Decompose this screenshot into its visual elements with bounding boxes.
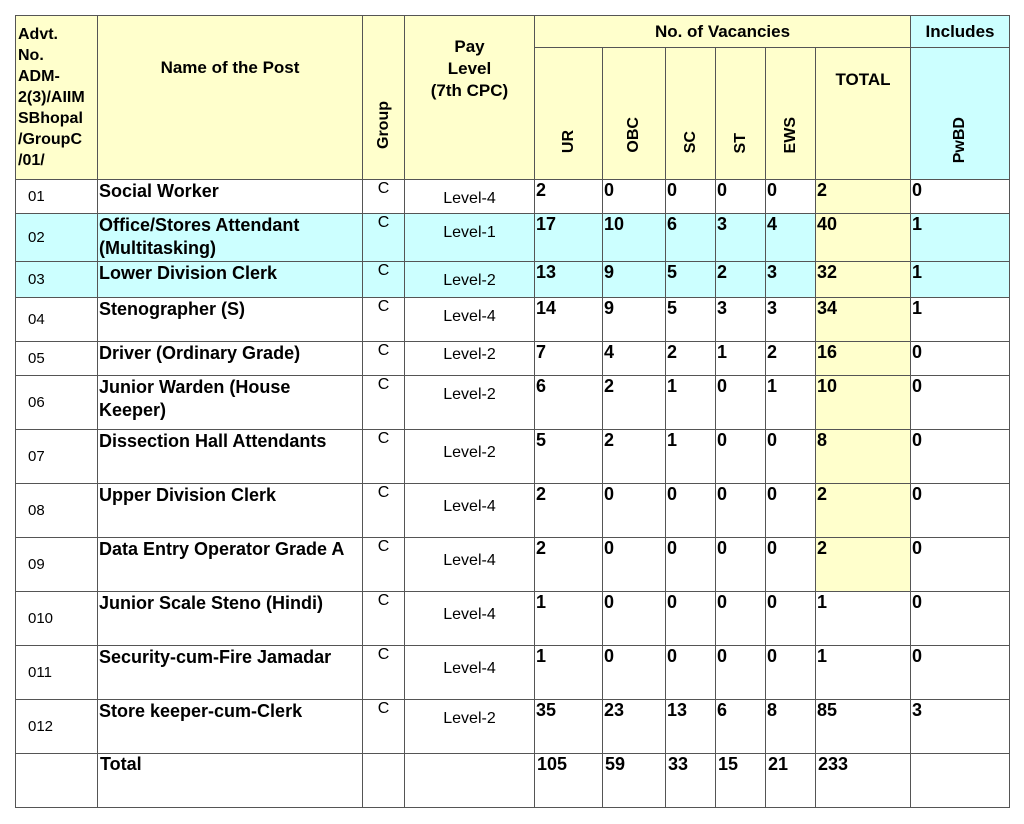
ews-value: 0 — [766, 430, 816, 484]
pwbd-value: 3 — [911, 700, 1010, 754]
st-value: 2 — [716, 262, 766, 298]
obc-value: 0 — [603, 180, 666, 214]
ur-value: 6 — [535, 376, 603, 430]
post-group: C — [363, 376, 405, 430]
sc-value: 1 — [666, 376, 716, 430]
sc-value: 0 — [666, 538, 716, 592]
table-row — [16, 484, 1010, 538]
post-name: Driver (Ordinary Grade) — [98, 342, 363, 376]
pwbd-value: 1 — [911, 298, 1010, 342]
totals-empty-cell — [16, 754, 98, 808]
post-name: Dissection Hall Attendants — [98, 430, 363, 484]
sc-value: 0 — [666, 484, 716, 538]
total-sc: 33 — [666, 754, 716, 808]
post-pay-level: Level-4 — [405, 484, 535, 538]
st-value: 0 — [716, 646, 766, 700]
post-name: Social Worker — [98, 180, 363, 214]
st-value: 0 — [716, 592, 766, 646]
sc-value: 5 — [666, 298, 716, 342]
header-group: Group — [363, 16, 405, 180]
ur-value: 2 — [535, 538, 603, 592]
totals-empty-cell — [405, 754, 535, 808]
st-value: 0 — [716, 538, 766, 592]
table-row — [16, 538, 1010, 592]
obc-value: 0 — [603, 646, 666, 700]
table-row — [16, 214, 1010, 262]
header-pwbd: PwBD — [911, 48, 1010, 180]
ews-value: 2 — [766, 342, 816, 376]
post-pay-level: Level-4 — [405, 298, 535, 342]
post-group: C — [363, 700, 405, 754]
sc-value: 2 — [666, 342, 716, 376]
total-value: 1 — [816, 646, 911, 700]
sc-value: 1 — [666, 430, 716, 484]
pwbd-value: 1 — [911, 214, 1010, 262]
post-name: Data Entry Operator Grade A — [98, 538, 363, 592]
total-obc: 59 — [603, 754, 666, 808]
row-serial: 012 — [16, 700, 98, 754]
post-name: Stenographer (S) — [98, 298, 363, 342]
header-includes: Includes — [911, 16, 1010, 48]
post-group: C — [363, 214, 405, 262]
total-value: 40 — [816, 214, 911, 262]
row-serial: 04 — [16, 298, 98, 342]
total-value: 85 — [816, 700, 911, 754]
obc-value: 10 — [603, 214, 666, 262]
obc-value: 4 — [603, 342, 666, 376]
table-row — [16, 430, 1010, 484]
total-value: 10 — [816, 376, 911, 430]
row-serial: 010 — [16, 592, 98, 646]
post-pay-level: Level-4 — [405, 180, 535, 214]
obc-value: 2 — [603, 376, 666, 430]
ur-value: 1 — [535, 592, 603, 646]
sc-value: 0 — [666, 592, 716, 646]
sc-value: 0 — [666, 646, 716, 700]
table-row — [16, 342, 1010, 376]
row-serial: 06 — [16, 376, 98, 430]
ews-value: 8 — [766, 700, 816, 754]
post-name: Lower Division Clerk — [98, 262, 363, 298]
st-value: 6 — [716, 700, 766, 754]
ews-value: 1 — [766, 376, 816, 430]
sc-value: 0 — [666, 180, 716, 214]
post-group: C — [363, 180, 405, 214]
row-serial: 09 — [16, 538, 98, 592]
total-value: 32 — [816, 262, 911, 298]
post-group: C — [363, 646, 405, 700]
totals-empty-cell — [363, 754, 405, 808]
post-pay-level: Level-4 — [405, 646, 535, 700]
row-serial: 011 — [16, 646, 98, 700]
table-row — [16, 180, 1010, 214]
post-pay-level: Level-2 — [405, 376, 535, 430]
total-ur: 105 — [535, 754, 603, 808]
ews-value: 4 — [766, 214, 816, 262]
table-row — [16, 262, 1010, 298]
table-row — [16, 646, 1010, 700]
header-ur: UR — [535, 48, 603, 180]
pwbd-value: 0 — [911, 342, 1010, 376]
total-value: 8 — [816, 430, 911, 484]
grand-total: 233 — [816, 754, 911, 808]
header-advt-no: Advt. No. ADM- 2(3)/AIIM SBhopal /GroupC /01/ — [16, 16, 98, 180]
st-value: 0 — [716, 484, 766, 538]
st-value: 3 — [716, 214, 766, 262]
row-serial: 01 — [16, 180, 98, 214]
ur-value: 13 — [535, 262, 603, 298]
header-pay-level: Pay Level (7th CPC) — [405, 16, 535, 180]
ur-value: 2 — [535, 484, 603, 538]
obc-value: 0 — [603, 484, 666, 538]
vacancy-table — [15, 15, 1010, 808]
st-value: 3 — [716, 298, 766, 342]
ews-value: 0 — [766, 646, 816, 700]
pwbd-value: 0 — [911, 484, 1010, 538]
st-value: 0 — [716, 430, 766, 484]
header-st: ST — [716, 48, 766, 180]
row-serial: 07 — [16, 430, 98, 484]
pwbd-value: 0 — [911, 646, 1010, 700]
obc-value: 23 — [603, 700, 666, 754]
table-row — [16, 592, 1010, 646]
post-name: Office/Stores Attendant (Multitasking) — [98, 214, 363, 262]
post-pay-level: Level-4 — [405, 592, 535, 646]
ews-value: 3 — [766, 262, 816, 298]
header-ews: EWS — [766, 48, 816, 180]
header-obc: OBC — [603, 48, 666, 180]
row-serial: 03 — [16, 262, 98, 298]
total-value: 2 — [816, 180, 911, 214]
header-total: TOTAL — [816, 48, 911, 180]
ur-value: 1 — [535, 646, 603, 700]
post-name: Upper Division Clerk — [98, 484, 363, 538]
post-name: Security-cum-Fire Jamadar — [98, 646, 363, 700]
obc-value: 2 — [603, 430, 666, 484]
total-value: 2 — [816, 538, 911, 592]
post-group: C — [363, 262, 405, 298]
total-value: 1 — [816, 592, 911, 646]
post-group: C — [363, 430, 405, 484]
obc-value: 9 — [603, 262, 666, 298]
table-row — [16, 700, 1010, 754]
post-pay-level: Level-1 — [405, 214, 535, 262]
st-value: 1 — [716, 342, 766, 376]
pwbd-value: 0 — [911, 180, 1010, 214]
obc-value: 9 — [603, 298, 666, 342]
post-name: Junior Warden (House Keeper) — [98, 376, 363, 430]
ur-value: 14 — [535, 298, 603, 342]
post-pay-level: Level-2 — [405, 342, 535, 376]
ews-value: 0 — [766, 180, 816, 214]
pwbd-value: 0 — [911, 376, 1010, 430]
header-sc: SC — [666, 48, 716, 180]
ur-value: 5 — [535, 430, 603, 484]
st-value: 0 — [716, 180, 766, 214]
post-name: Store keeper-cum-Clerk — [98, 700, 363, 754]
post-group: C — [363, 484, 405, 538]
obc-value: 0 — [603, 592, 666, 646]
totals-label: Total — [98, 754, 363, 808]
post-group: C — [363, 298, 405, 342]
sc-value: 6 — [666, 214, 716, 262]
total-value: 34 — [816, 298, 911, 342]
totals-empty-cell — [911, 754, 1010, 808]
table-row — [16, 376, 1010, 430]
pwbd-value: 0 — [911, 592, 1010, 646]
st-value: 0 — [716, 376, 766, 430]
total-ews: 21 — [766, 754, 816, 808]
post-group: C — [363, 538, 405, 592]
sc-value: 5 — [666, 262, 716, 298]
totals-row — [16, 754, 1010, 808]
ur-value: 2 — [535, 180, 603, 214]
ur-value: 35 — [535, 700, 603, 754]
ews-value: 0 — [766, 592, 816, 646]
row-serial: 08 — [16, 484, 98, 538]
post-group: C — [363, 342, 405, 376]
pwbd-value: 0 — [911, 538, 1010, 592]
row-serial: 02 — [16, 214, 98, 262]
header-no-of-vacancies: No. of Vacancies — [535, 16, 911, 48]
header-name-of-post: Name of the Post — [98, 16, 363, 180]
total-st: 15 — [716, 754, 766, 808]
post-pay-level: Level-2 — [405, 700, 535, 754]
ur-value: 17 — [535, 214, 603, 262]
post-pay-level: Level-2 — [405, 262, 535, 298]
post-group: C — [363, 592, 405, 646]
row-serial: 05 — [16, 342, 98, 376]
ur-value: 7 — [535, 342, 603, 376]
post-pay-level: Level-2 — [405, 430, 535, 484]
total-value: 2 — [816, 484, 911, 538]
sc-value: 13 — [666, 700, 716, 754]
obc-value: 0 — [603, 538, 666, 592]
post-name: Junior Scale Steno (Hindi) — [98, 592, 363, 646]
post-pay-level: Level-4 — [405, 538, 535, 592]
table-row — [16, 298, 1010, 342]
total-value: 16 — [816, 342, 911, 376]
ews-value: 3 — [766, 298, 816, 342]
ews-value: 0 — [766, 484, 816, 538]
pwbd-value: 0 — [911, 430, 1010, 484]
pwbd-value: 1 — [911, 262, 1010, 298]
ews-value: 0 — [766, 538, 816, 592]
